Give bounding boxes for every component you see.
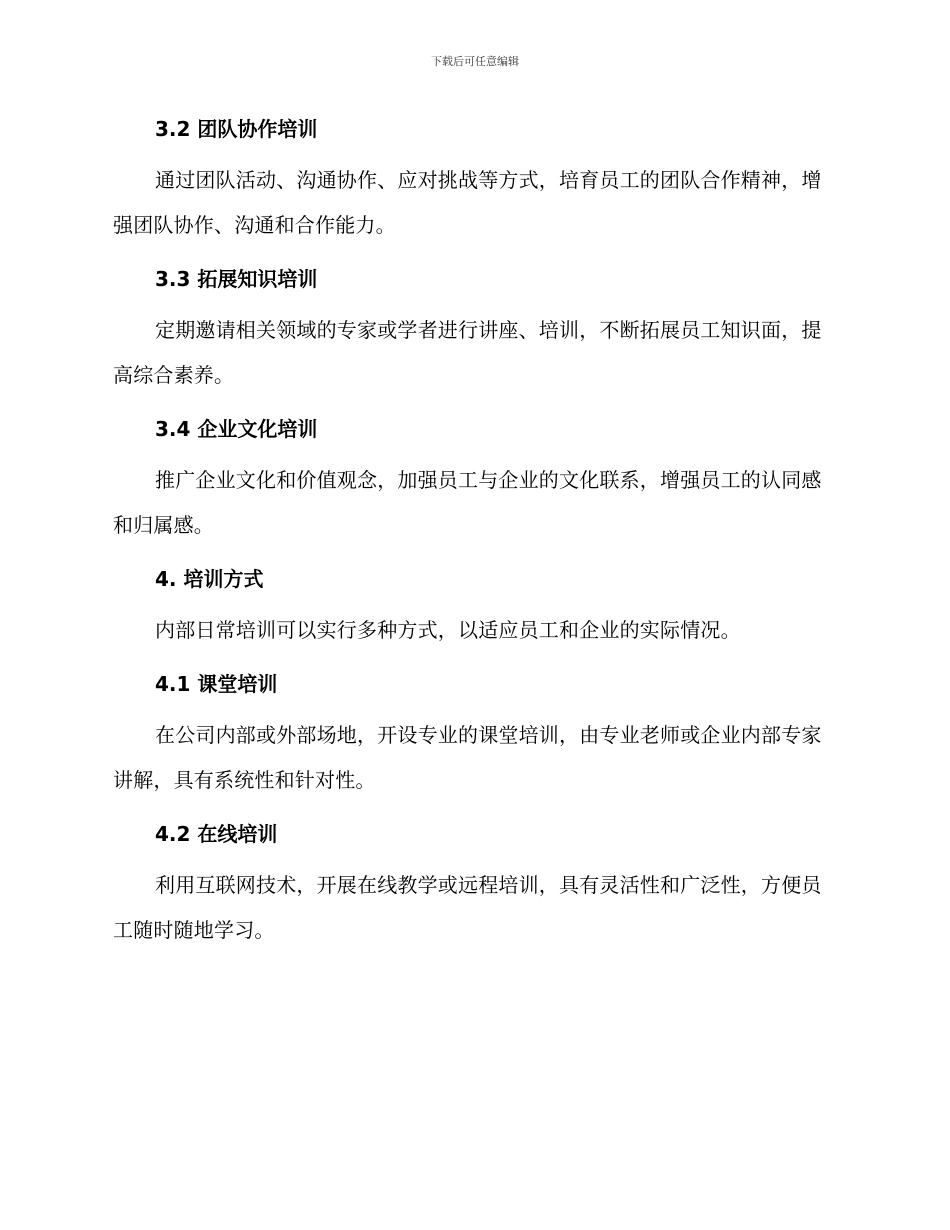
section-heading-3-2: 3.2 团队协作培训 — [155, 117, 318, 141]
paragraph-3-2: 通过团队活动、沟通协作、应对挑战等方式，培育员工的团队合作精神，增强团队协作、沟通和合作能力。 — [113, 168, 822, 237]
paragraph-4-2: 利用互联网技术，开展在线教学或远程培训，具有灵活性和广泛性，方便员工随时随地学习。 — [113, 873, 822, 942]
paragraph-3-3: 定期邀请相关领域的专家或学者进行讲座、培训，不断拓展员工知识面，提高综合素养。 — [113, 318, 822, 387]
section-heading-3-3: 3.3 拓展知识培训 — [155, 267, 318, 291]
section-heading-4-1: 4.1 课堂培训 — [155, 672, 278, 696]
page-header: 下载后可任意编辑 — [431, 55, 519, 68]
section-heading-4-2: 4.2 在线培训 — [155, 822, 278, 846]
document-body — [113, 110, 833, 965]
section-heading-3-4: 3.4 企业文化培训 — [155, 417, 318, 441]
paragraph-4-1: 在公司内部或外部场地，开设专业的课堂培训，由专业老师或企业内部专家讲解，具有系统性和针对性。 — [113, 723, 822, 792]
section-heading-4: 4. 培训方式 — [155, 567, 264, 591]
paragraph-3-4: 推广企业文化和价值观念，加强员工与企业的文化联系，增强员工的认同感和归属感。 — [113, 468, 822, 537]
paragraph-4: 内部日常培训可以实行多种方式，以适应员工和企业的实际情况。 — [155, 618, 741, 642]
